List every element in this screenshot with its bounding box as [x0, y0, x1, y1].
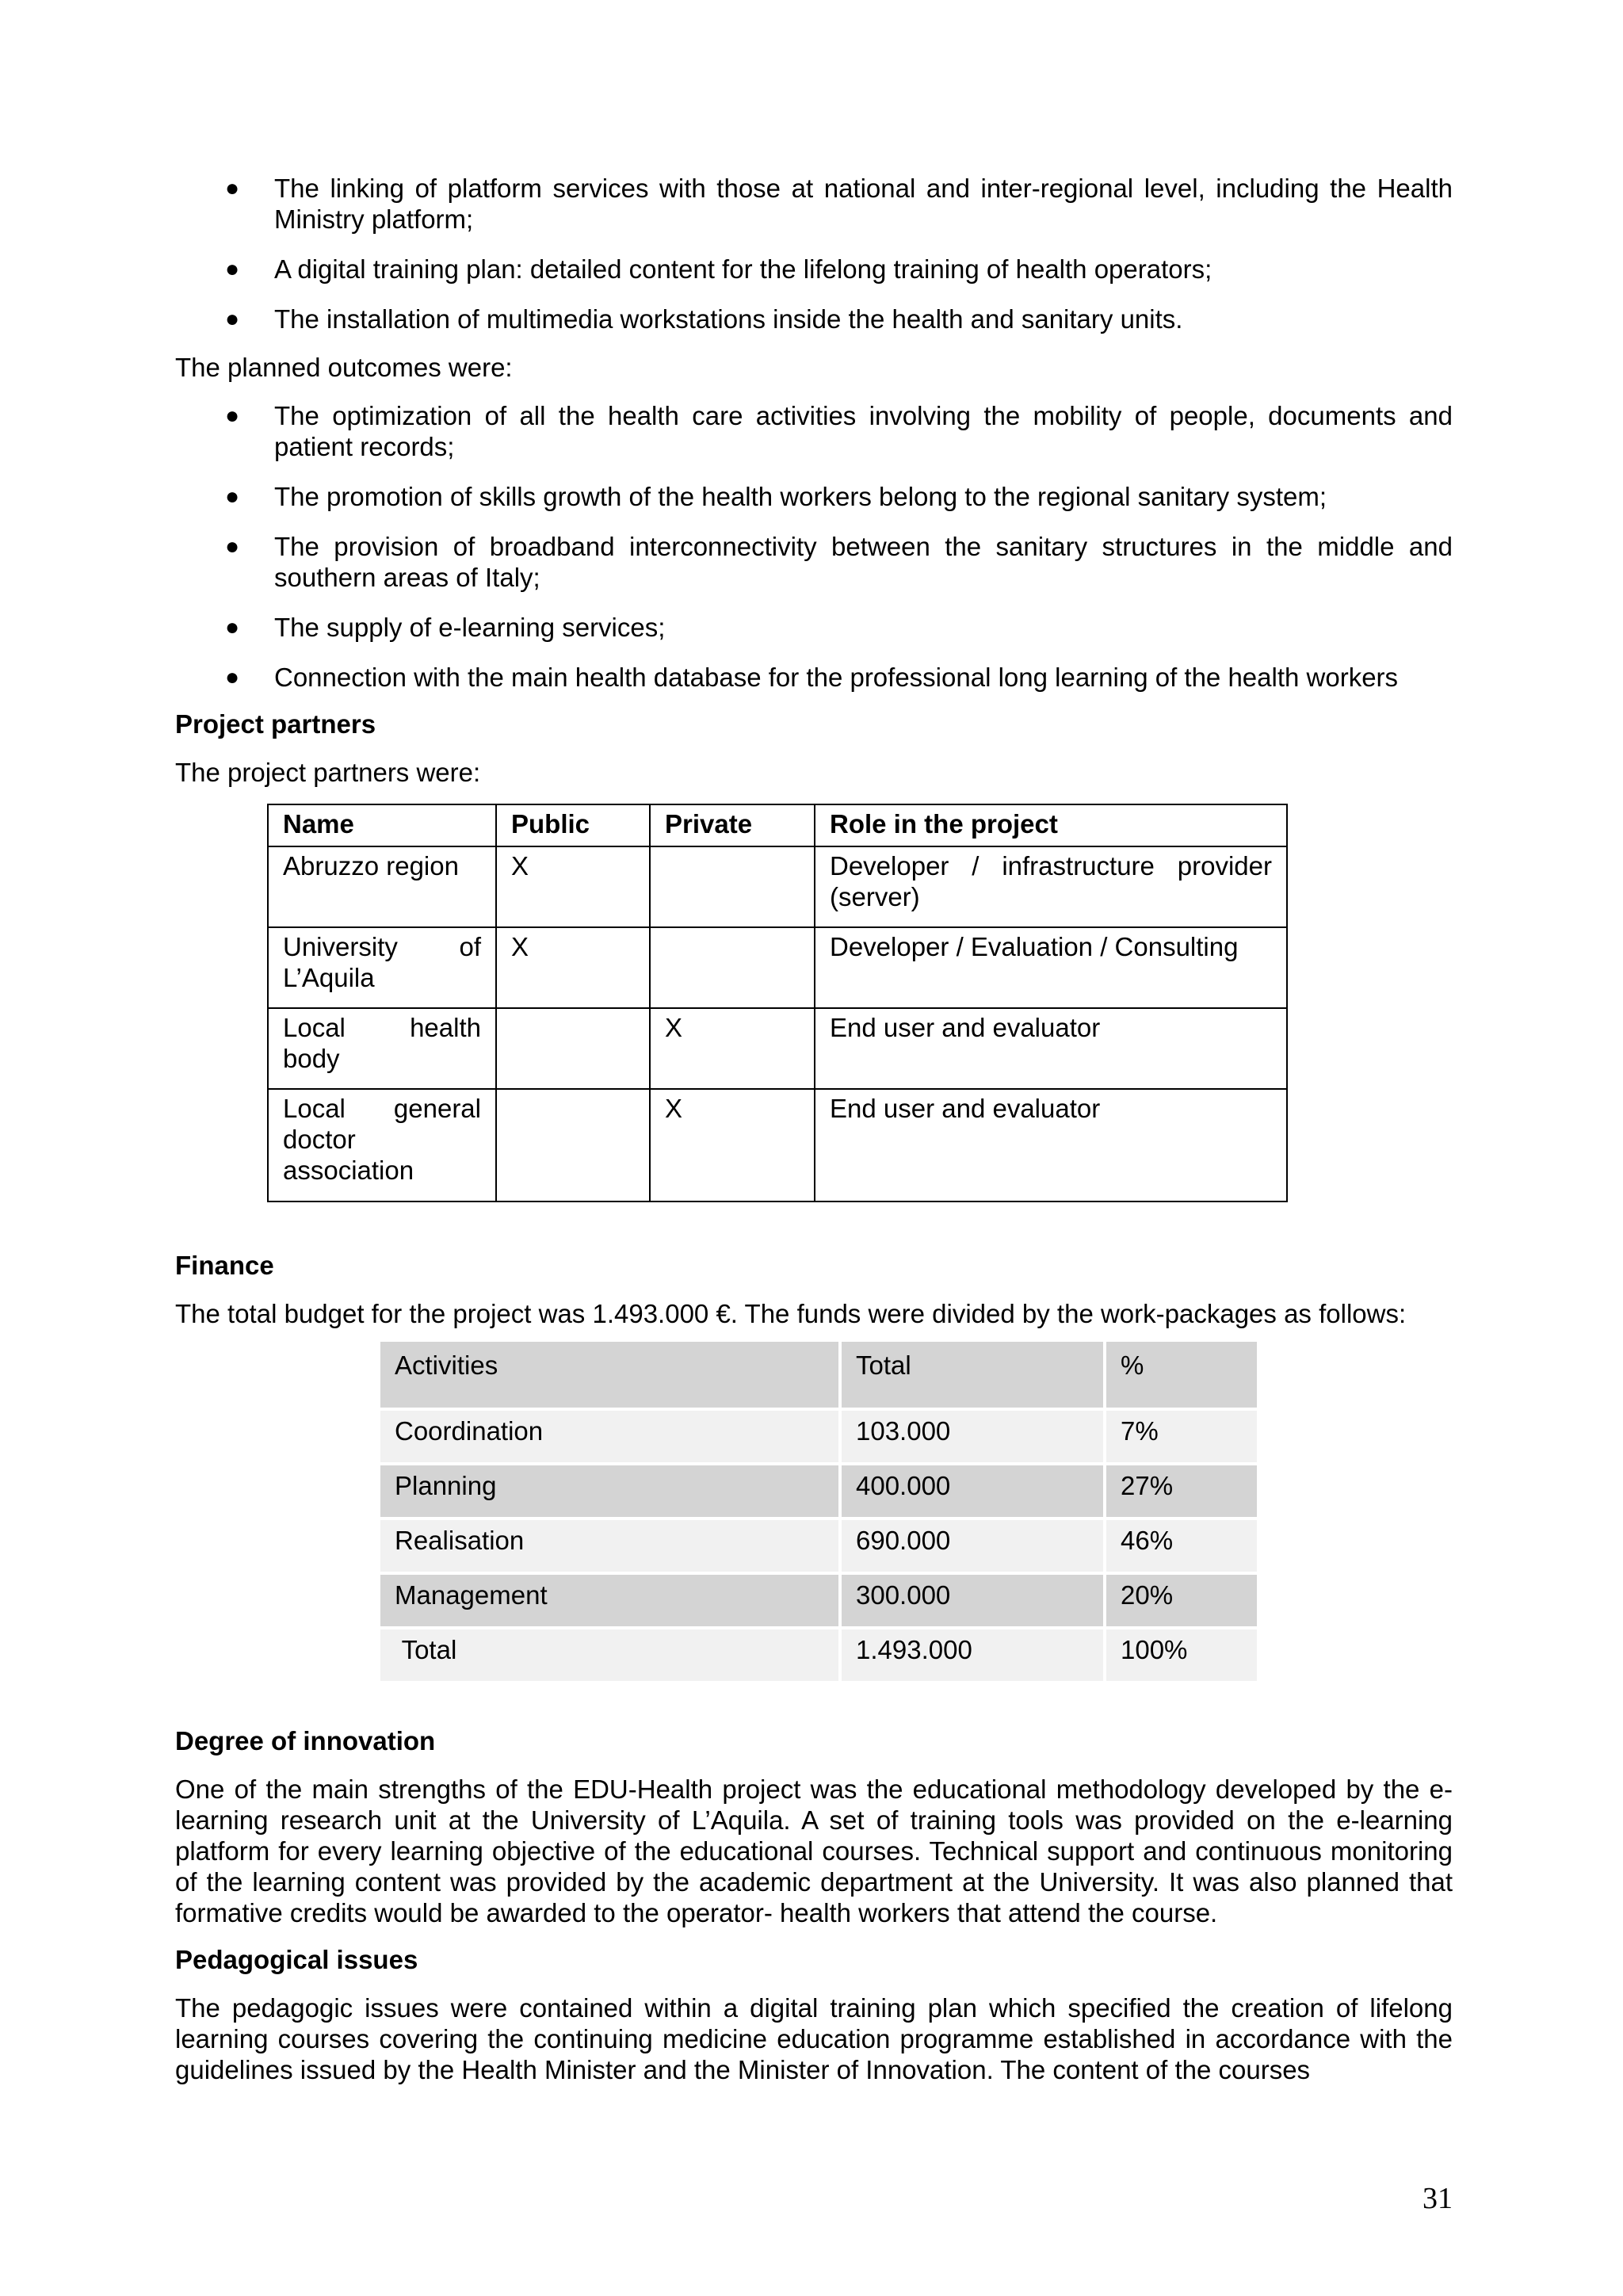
list-item: ● The promotion of skills growth of the health workers belong to the regional sanitary system;	[225, 482, 1327, 511]
table-cell	[496, 1008, 650, 1089]
pedagogical-text: The pedagogic issues were contained within a digital training plan which specified the creation of lifelong learning courses covering the continuing medicine education programme established in accordance with the guidelines issued by the Health Minister and the Minister of Innovation. The content of the courses	[175, 1993, 1453, 2084]
table-cell: 20%	[1106, 1575, 1257, 1626]
list-item: ● The installation of multimedia workstations inside the health and sanitary units.	[225, 304, 1183, 334]
list-item: ● The supply of e-learning services;	[225, 613, 666, 642]
finance-heading: Finance	[175, 1251, 274, 1280]
table-cell: Coordination	[380, 1411, 838, 1462]
table-cell	[650, 927, 815, 1008]
bullet-icon: ●	[225, 175, 240, 201]
pedagogical-heading: Pedagogical issues	[175, 1945, 418, 1974]
innovation-text: One of the main strengths of the EDU-Health project was the educational methodology developed by the e-learning research unit at the University of L’Aquila. A set of training tools was provided on the e-learning platform for every learning objective of the educational courses. Technical support and continuous monitoring of the learning content was provided by the academic department at the University. It was also planned that formative credits would be awarded to the operator- health workers that attend the course.	[175, 1775, 1453, 1927]
table-cell: 103.000	[842, 1411, 1103, 1462]
table-row	[380, 1575, 1257, 1626]
table-row	[380, 1520, 1257, 1572]
list-item: ● The provision of broadband interconnectivity between the sanitary structures in the middle and southern areas of Italy;	[225, 532, 1453, 592]
table-header-row	[380, 1342, 1257, 1408]
header-cell: Public	[496, 804, 650, 846]
partners-table	[267, 804, 1288, 1202]
bullet-icon: ●	[225, 256, 240, 282]
table-row	[380, 1465, 1257, 1517]
table-cell: 46%	[1106, 1520, 1257, 1572]
table-header-row	[268, 804, 1287, 846]
table-cell: End user and evaluator	[815, 1008, 1287, 1089]
outcomes-bullet-list	[175, 400, 1453, 693]
header-cell: Name	[268, 804, 496, 846]
table-cell	[650, 846, 815, 927]
table-cell: 100%	[1106, 1629, 1257, 1681]
table-cell: X	[650, 1089, 815, 1201]
table-row	[380, 1629, 1257, 1681]
header-cell: Total	[842, 1342, 1103, 1408]
table-cell: Developer / infrastructure provider (server)	[815, 846, 1287, 927]
table-cell: Abruzzo region	[268, 846, 496, 927]
table-cell	[496, 1089, 650, 1201]
table-cell: University of L’Aquila	[268, 927, 496, 1008]
table-cell: Total	[380, 1629, 838, 1681]
table-cell: X	[496, 846, 650, 927]
table-row	[268, 927, 1287, 1008]
header-cell: Role in the project	[815, 804, 1287, 846]
table-cell: Management	[380, 1575, 838, 1626]
bullet-icon: ●	[225, 483, 240, 510]
table-cell: Local health body	[268, 1008, 496, 1089]
list-item: ● The linking of platform services with those at national and inter-regional level, including the Health Ministry platform;	[225, 174, 1453, 234]
bullet-icon: ●	[225, 306, 240, 332]
table-cell: 690.000	[842, 1520, 1103, 1572]
table-cell: 7%	[1106, 1411, 1257, 1462]
header-cell: %	[1106, 1342, 1257, 1408]
bullet-icon: ●	[225, 403, 240, 429]
table-cell: 1.493.000	[842, 1629, 1103, 1681]
finance-text: The total budget for the project was 1.493.000 €. The funds were divided by the work-packages as follows:	[175, 1299, 1407, 1328]
table-cell: 300.000	[842, 1575, 1103, 1626]
header-cell: Activities	[380, 1342, 838, 1408]
table-cell: X	[650, 1008, 815, 1089]
table-row	[268, 1089, 1287, 1201]
bullet-icon: ●	[225, 533, 240, 560]
table-cell: Realisation	[380, 1520, 838, 1572]
innovation-heading: Degree of innovation	[175, 1726, 436, 1755]
table-cell: Planning	[380, 1465, 838, 1517]
table-cell: End user and evaluator	[815, 1089, 1287, 1201]
outcomes-lead: The planned outcomes were:	[175, 353, 513, 382]
finance-table	[377, 1339, 1260, 1684]
table-cell: 27%	[1106, 1465, 1257, 1517]
list-item: ● A digital training plan: detailed content for the lifelong training of health operators;	[225, 254, 1212, 284]
table-cell: X	[496, 927, 650, 1008]
page-number: 31	[1423, 2182, 1453, 2215]
table-cell: Developer / Evaluation / Consulting	[815, 927, 1287, 1008]
bullet-icon: ●	[225, 614, 240, 640]
header-cell: Private	[650, 804, 815, 846]
table-row	[268, 846, 1287, 927]
table-row	[380, 1411, 1257, 1462]
page-content	[175, 173, 1453, 2085]
table-cell: Local general doctor association	[268, 1089, 496, 1201]
bullet-icon: ●	[225, 664, 240, 690]
table-cell: 400.000	[842, 1465, 1103, 1517]
table-row	[268, 1008, 1287, 1089]
intro-bullet-list	[175, 173, 1453, 334]
partners-heading: Project partners	[175, 709, 376, 739]
partners-lead: The project partners were:	[175, 758, 481, 787]
list-item: ● The optimization of all the health care activities involving the mobility of people, documents and patient records;	[225, 401, 1453, 461]
list-item: ● Connection with the main health database for the professional long learning of the health workers	[225, 663, 1399, 692]
